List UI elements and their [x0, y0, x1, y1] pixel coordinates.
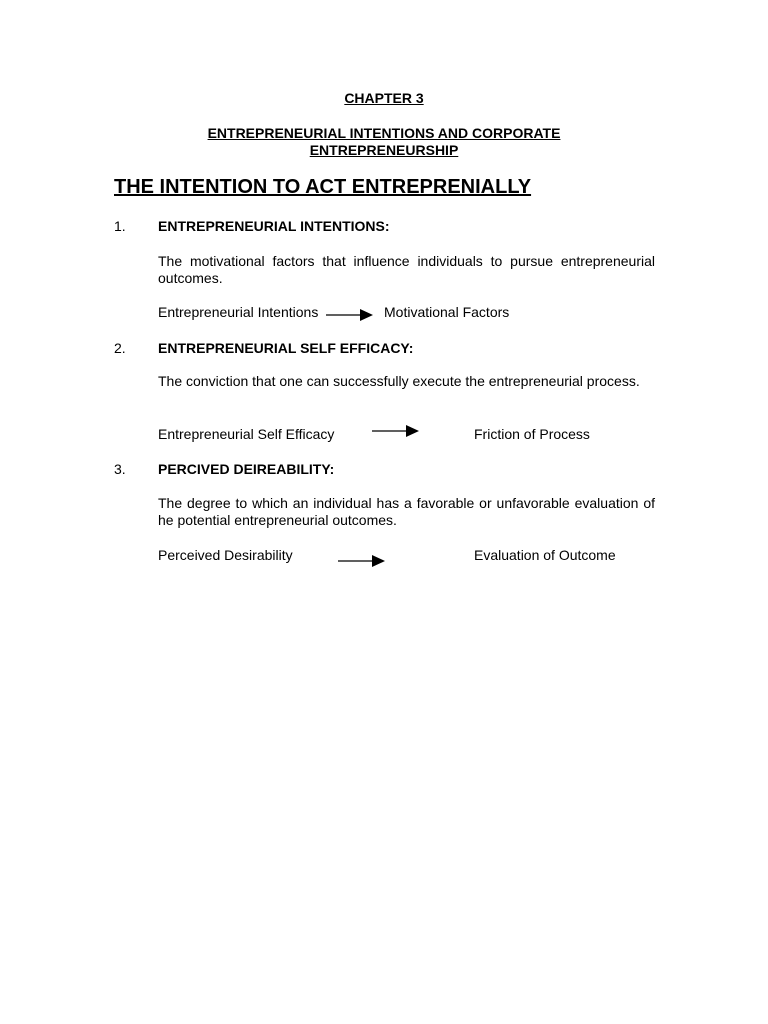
chapter-label: CHAPTER 3: [344, 90, 424, 106]
section-title-3: PERCIVED DEIREABILITY:: [158, 461, 335, 477]
section-number-1: 1.: [114, 218, 126, 234]
section-number-2: 2.: [114, 340, 126, 356]
section-number-3: 3.: [114, 461, 126, 477]
arrow-right-icon: [372, 424, 420, 438]
relation-right-2: Friction of Process: [474, 426, 590, 442]
chapter-title-line-2: ENTREPRENEURSHIP: [309, 142, 459, 158]
section-heading: THE INTENTION TO ACT ENTREPRENIALLY: [114, 176, 532, 198]
relation-left-2: Entrepreneurial Self Efficacy: [158, 426, 335, 442]
section-definition-2: The conviction that one can successfully execute the entrepreneurial process.: [158, 373, 640, 389]
section-title-1: ENTREPRENEURIAL INTENTIONS:: [158, 218, 390, 234]
section-title-2: ENTREPRENEURIAL SELF EFFICACY:: [158, 340, 414, 356]
relation-right-1: Motivational Factors: [384, 304, 510, 320]
relation-right-3: Evaluation of Outcome: [474, 547, 616, 563]
section-definition-1: The motivational factors that influence individuals to pursue entrepreneurial outcomes.: [158, 253, 655, 286]
relation-left-3: Perceived Desirability: [158, 547, 293, 563]
chapter-title-line-1: ENTREPRENEURIAL INTENTIONS AND CORPORATE: [207, 125, 561, 141]
section-definition-3: The degree to which an individual has a favorable or unfavorable evaluation of he potential entrepreneurial outcomes.: [158, 495, 655, 528]
chapter-title: [0, 125, 768, 159]
arrow-right-icon: [338, 554, 386, 568]
arrow-right-icon: [326, 308, 374, 322]
relation-left-1: Entrepreneurial Intentions: [158, 304, 319, 320]
